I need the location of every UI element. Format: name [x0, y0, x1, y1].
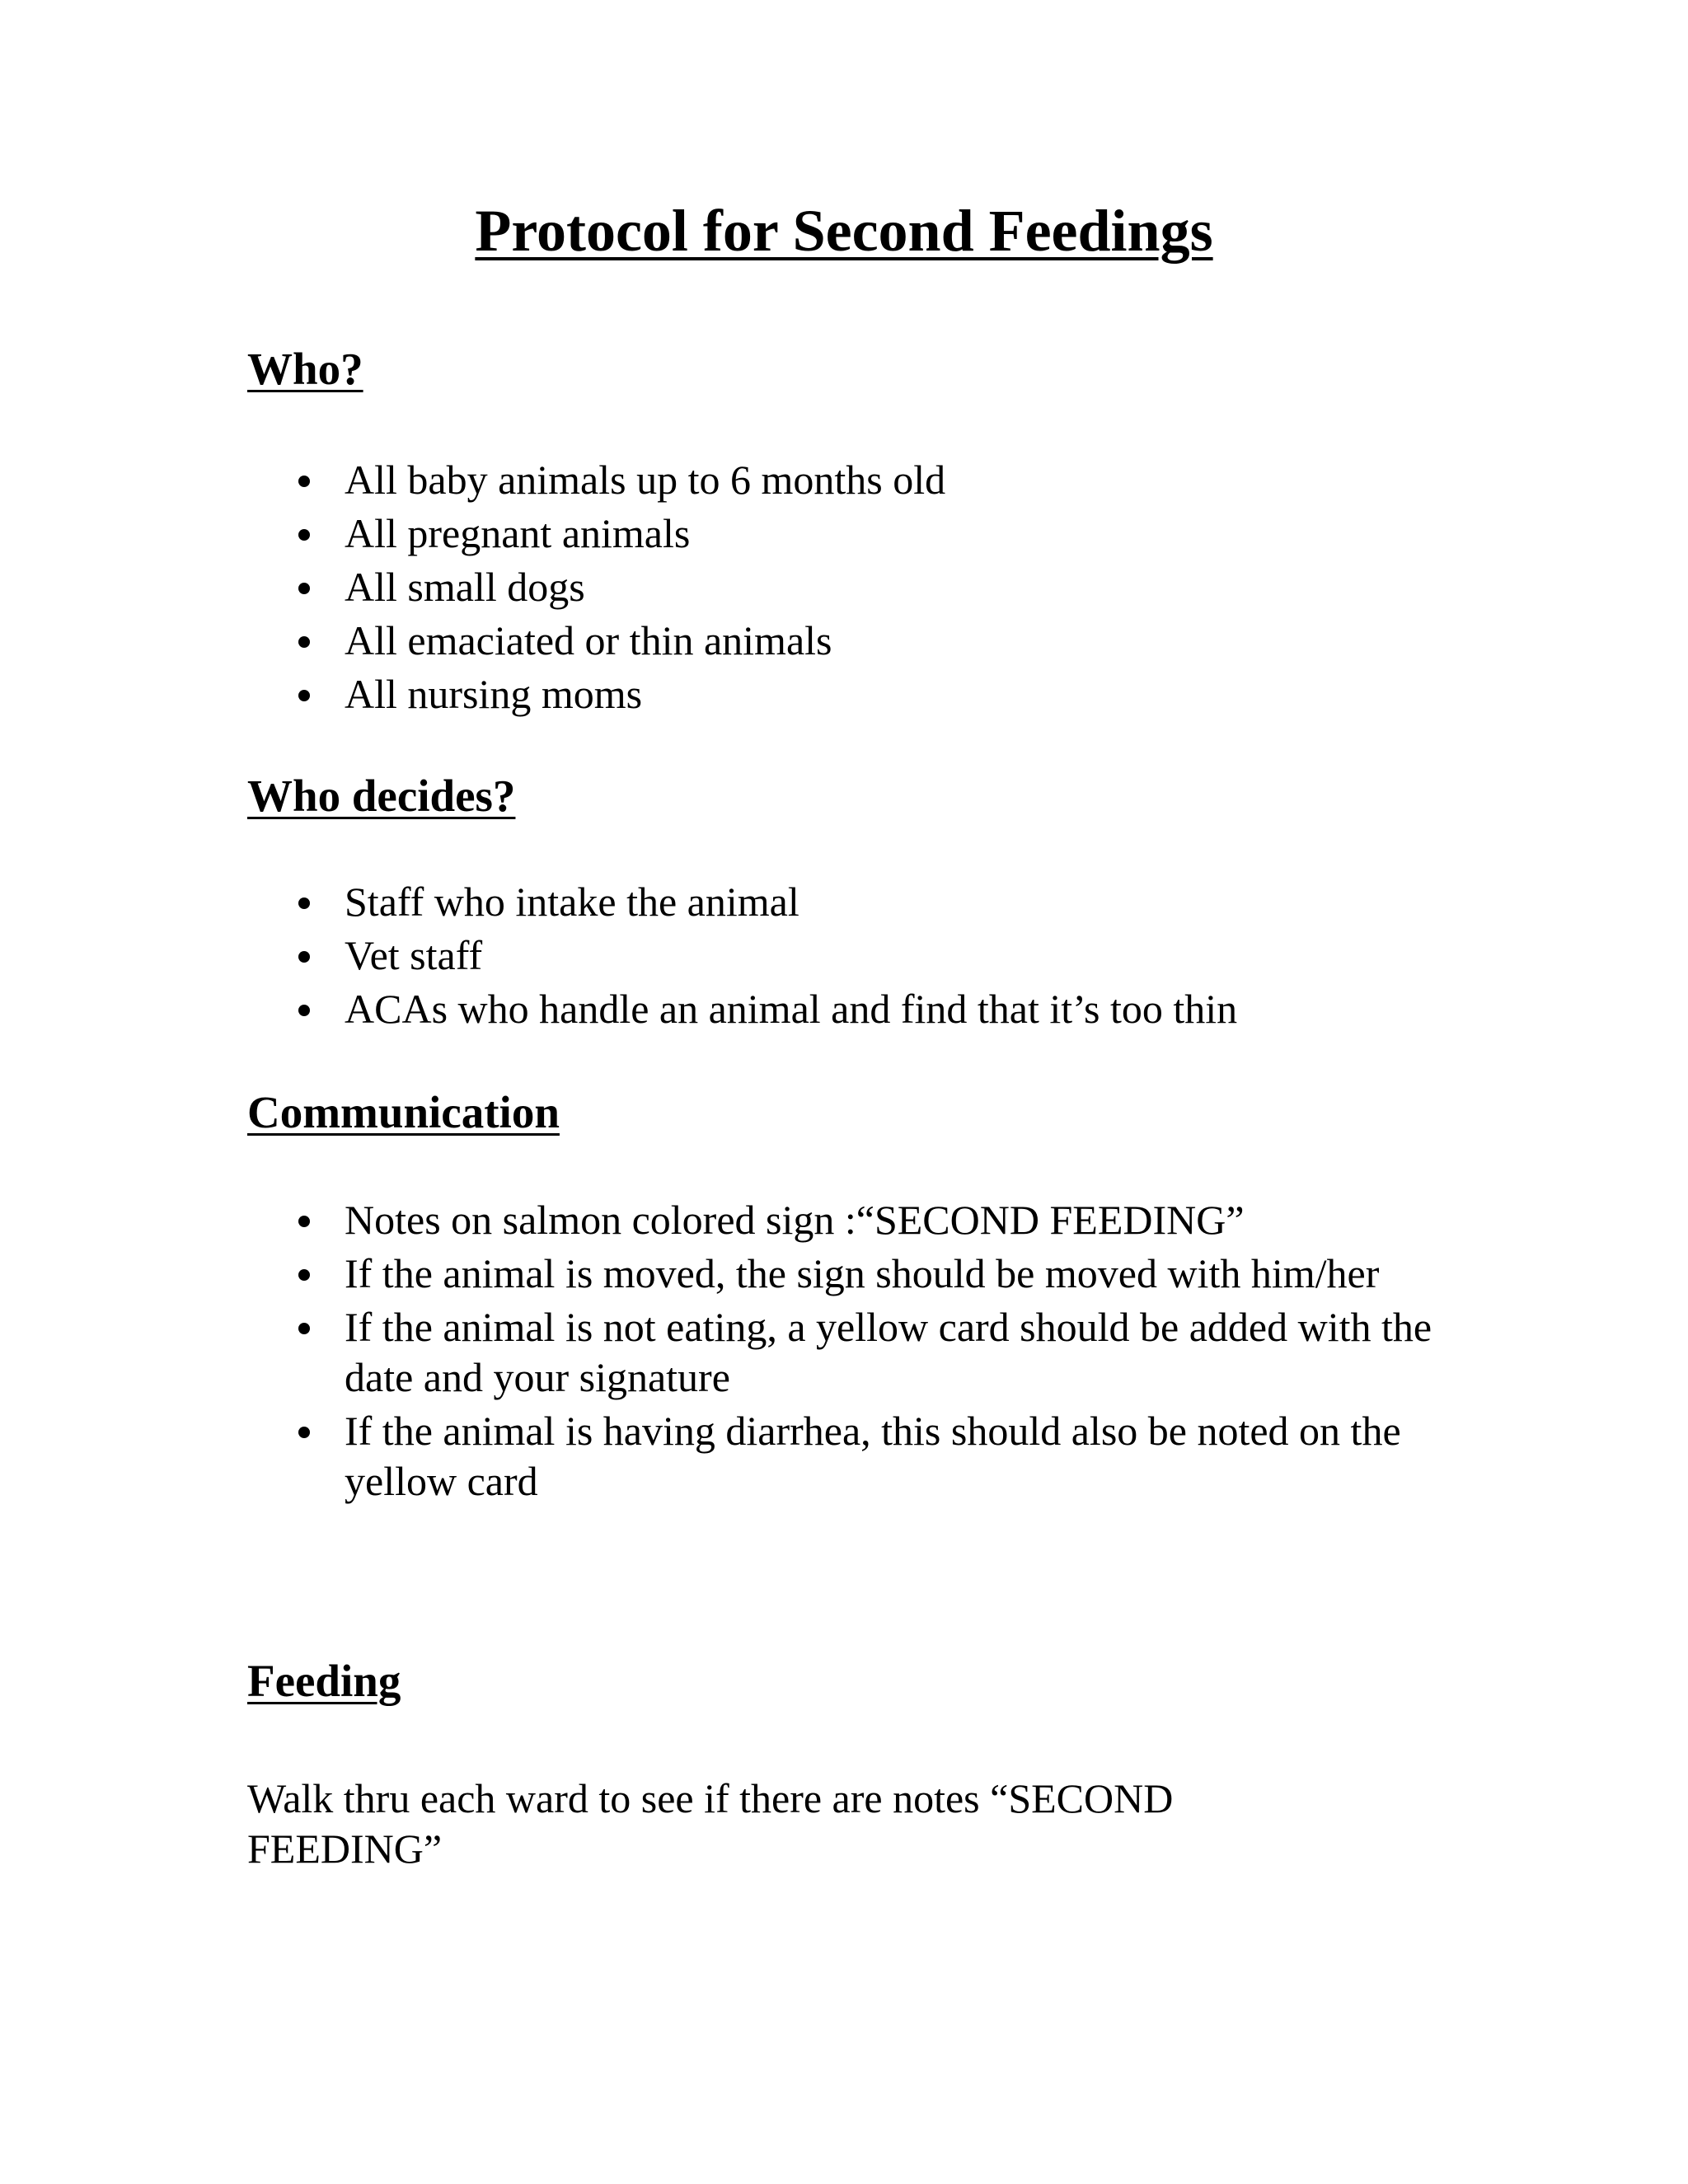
list-item: Vet staff: [0, 930, 1688, 981]
list-item: Staff who intake the animal: [0, 877, 1688, 927]
section-heading-who: Who?: [247, 344, 363, 394]
list-item: If the animal is moved, the sign should be moved with him/her: [0, 1249, 1688, 1299]
feeding-paragraph: Walk thru each ward to see if there are notes “SECOND FEEDING”: [247, 1775, 1174, 1872]
list-item: All baby animals up to 6 months old: [0, 455, 1688, 505]
page-title: [0, 191, 1688, 270]
bullet-icon: [298, 1005, 310, 1016]
list-item: All small dogs: [0, 562, 1688, 612]
list-item: If the animal is not eating, a yellow card should be added with the date and your signature: [0, 1302, 1688, 1403]
section-heading-feeding: Feeding: [247, 1656, 401, 1706]
who-list: [0, 455, 1688, 723]
list-item: All pregnant animals: [0, 509, 1688, 559]
who-decides-list: [0, 877, 1688, 1038]
bullet-icon: [298, 951, 310, 963]
section-heading-who-decides: Who decides?: [247, 771, 516, 821]
list-item: If the animal is having diarrhea, this should also be noted on the yellow card: [0, 1406, 1688, 1507]
list-item: All emaciated or thin animals: [0, 616, 1688, 666]
list-item: ACAs who handle an animal and find that it’s too thin: [0, 984, 1688, 1034]
bullet-icon: [298, 583, 310, 594]
bullet-icon: [298, 636, 310, 648]
bullet-icon: [298, 529, 310, 541]
communication-list: [0, 1195, 1688, 1510]
section-heading-communication: Communication: [247, 1087, 560, 1137]
bullet-icon: [298, 476, 310, 487]
page-title-text: Protocol for Second Feedings: [475, 198, 1213, 264]
list-item: Notes on salmon colored sign :“SECOND FEEDING”: [0, 1195, 1688, 1245]
bullet-icon: [298, 1323, 310, 1334]
bullet-icon: [298, 1216, 310, 1227]
bullet-icon: [298, 1269, 310, 1281]
list-item: All nursing moms: [0, 669, 1688, 719]
bullet-icon: [298, 898, 310, 909]
bullet-icon: [298, 1427, 310, 1438]
bullet-icon: [298, 690, 310, 701]
